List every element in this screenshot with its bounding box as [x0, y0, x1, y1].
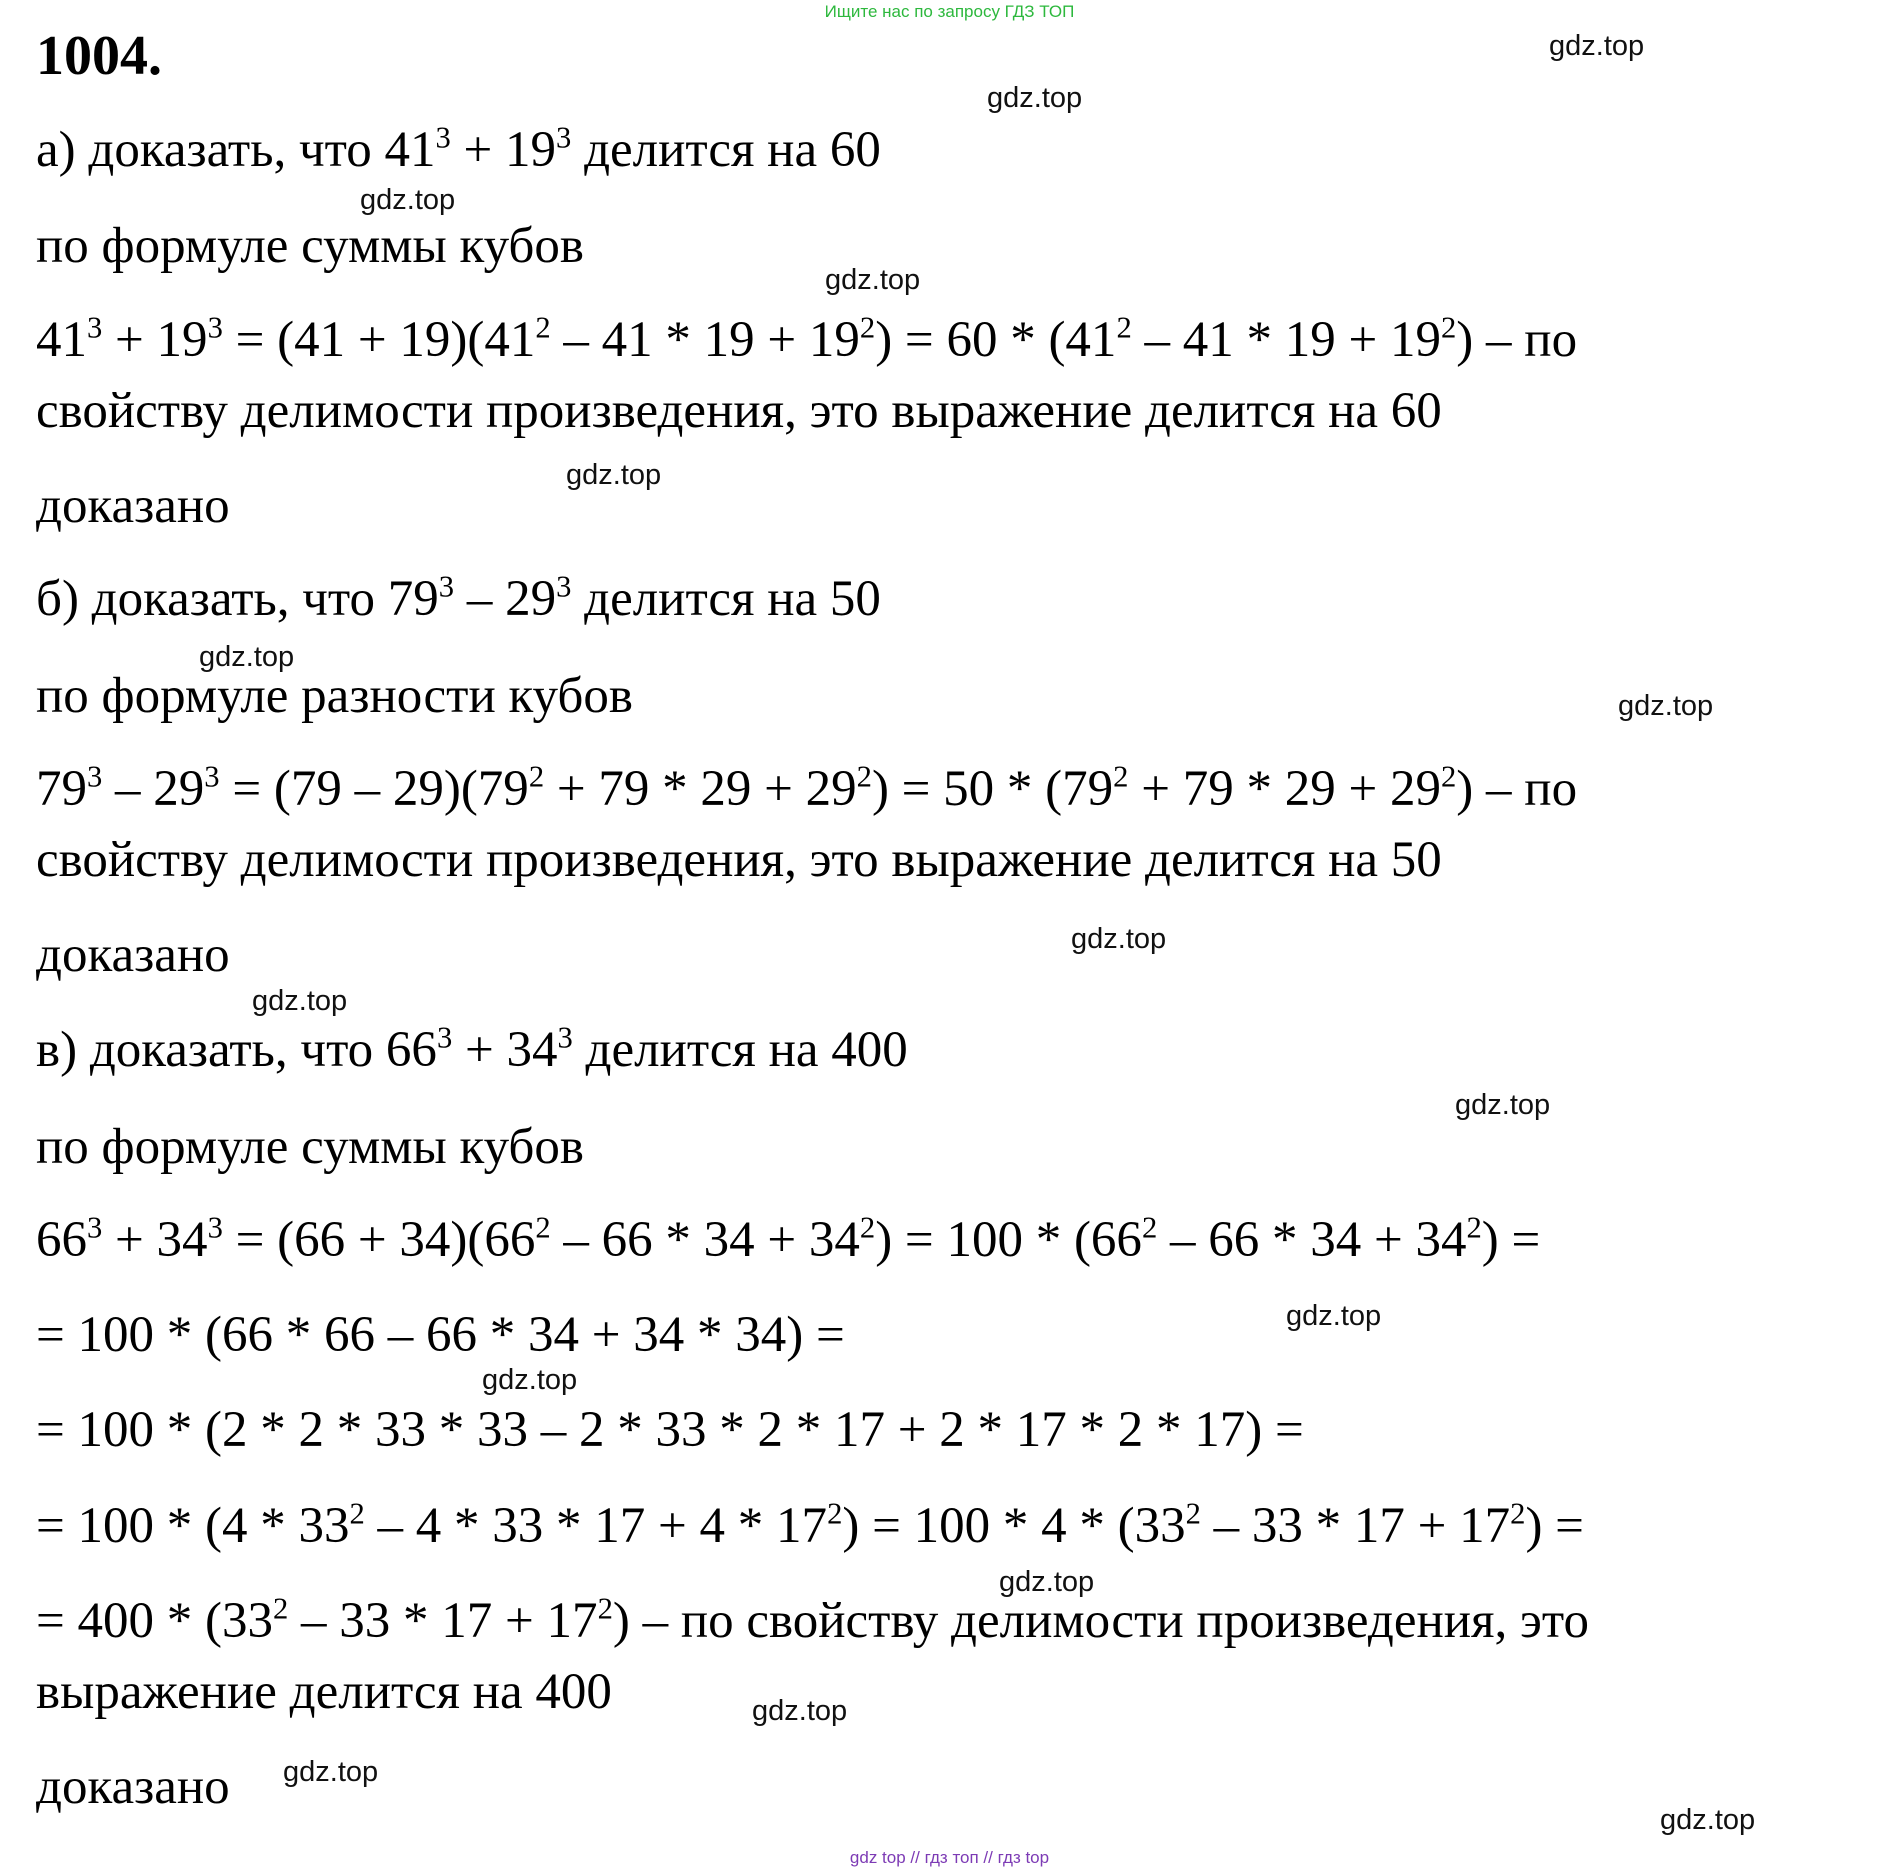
part-a-reason: свойству делимости произведения, это выражение делится на 60: [36, 383, 1442, 439]
watermark: gdz.top: [1618, 690, 1714, 722]
part-b-calculation: $79^3 - 29^3 = (79 - 29)(79^2 + 79 * 29 + 29^2) = 50 * (79^2 + 79 * 29 + 29^2)$ – по: [36, 759, 1578, 817]
watermark: gdz.top: [199, 641, 295, 673]
watermark: gdz.top: [999, 1566, 1095, 1598]
part-c-step-4: = $100 * (4 * 33^2 - 4 * 33 * 17 + 4 * 17^2) = 100 * 4 * (33^2 - 33 * 17 + 17^2)$ =: [36, 1496, 1584, 1554]
problem-number: 1004.: [36, 25, 162, 87]
part-c-statement: в) доказать, что $66^3 + 34^3$ делится на 400: [36, 1020, 908, 1078]
part-c-calculation: $66^3 + 34^3 = (66 + 34)(66^2 - 66 * 34 + 34^2) = 100 * (66^2 - 66 * 34 + 34^2)$ =: [36, 1210, 1541, 1268]
watermark: gdz.top: [566, 459, 662, 491]
part-a-calculation: $41^3 + 19^3 = (41 + 19)(41^2 - 41 * 19 + 19^2) = 60 * (41^2 - 41 * 19 + 19^2)$ – по: [36, 310, 1578, 368]
watermark: gdz.top: [752, 1695, 848, 1727]
watermark: gdz.top: [283, 1756, 379, 1788]
part-a-conclusion: доказано: [36, 478, 230, 534]
watermark: gdz.top: [1071, 923, 1167, 955]
watermark: gdz.top: [987, 82, 1083, 114]
watermark: gdz.top: [360, 184, 456, 216]
part-c-method: по формуле суммы кубов: [36, 1119, 584, 1175]
part-b-method: по формуле разности кубов: [36, 668, 633, 724]
part-c-step-3: = 100 * (2 * 2 * 33 * 33 – 2 * 33 * 2 * 17 + 2 * 17 * 2 * 17) =: [36, 1402, 1304, 1458]
part-a-method: по формуле суммы кубов: [36, 218, 584, 274]
part-c-step-2: = 100 * (66 * 66 – 66 * 34 + 34 * 34) =: [36, 1307, 845, 1363]
part-b-conclusion: доказано: [36, 927, 230, 983]
watermark: gdz.top: [825, 264, 921, 296]
part-a-statement: а) доказать, что $41^3 + 19^3$ делится на 60: [36, 120, 881, 178]
watermark: gdz.top: [1549, 30, 1645, 62]
watermark: gdz.top: [1286, 1300, 1382, 1332]
watermark: gdz.top: [1660, 1804, 1756, 1836]
footer-note: gdz top // гдз топ // гдз top: [849, 1848, 1050, 1867]
watermark: gdz.top: [252, 985, 348, 1017]
part-b-statement: б) доказать, что $79^3 - 29^3$ делится на 50: [36, 569, 881, 627]
part-c-reason: выражение делится на 400: [36, 1664, 612, 1720]
header-note: Ищите нас по запросу ГДЗ ТОП: [824, 2, 1075, 21]
part-c-conclusion: доказано: [36, 1759, 230, 1815]
part-c-step-5: = $400 * (33^2 - 33 * 17 + 17^2)$ – по свойству делимости произведения, это: [36, 1591, 1590, 1649]
part-b-reason: свойству делимости произведения, это выражение делится на 50: [36, 832, 1442, 888]
watermark: gdz.top: [482, 1364, 578, 1396]
watermark: gdz.top: [1455, 1089, 1551, 1121]
